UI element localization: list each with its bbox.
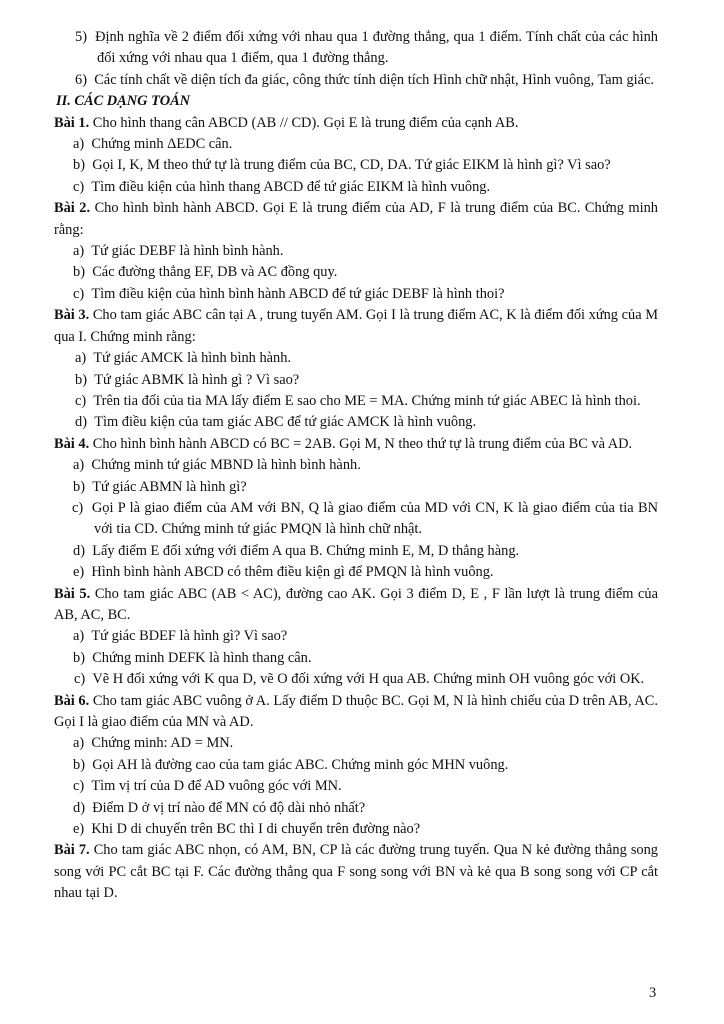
problem-item: c) Tìm điều kiện của hình bình hành ABCD để tứ giác DEBF là hình thoi? <box>73 285 505 302</box>
section-heading: II. CÁC DẠNG TOÁN <box>56 93 191 110</box>
problem-statement: Bài 2. Cho hình bình hành ABCD. Gọi E là trung điểm của AD, F là trung điểm của BC. Chứng minh rằng: <box>54 200 658 238</box>
page-number: 3 <box>649 985 657 1001</box>
problem-statement: Bài 4. Cho hình bình hành ABCD có BC = 2AB. Gọi M, N theo thứ tự là trung điểm của BC và AD. <box>54 435 633 452</box>
problem-item: c) Tìm điều kiện của hình thang ABCD để tứ giác EIKM là hình vuông. <box>73 178 491 195</box>
problem-item: a) Tứ giác AMCK là hình bình hành. <box>75 350 292 367</box>
intro-item: 6) Các tính chất về diện tích đa giác, công thức tính diện tích Hình chữ nhật, Hình vuông, Tam giác. <box>75 71 655 88</box>
problem-title: Bài 4. <box>54 435 90 452</box>
problem-title: Bài 2. <box>54 200 91 217</box>
document-page <box>54 27 658 905</box>
problem-item: a) Chứng minh tứ giác MBND là hình bình hành. <box>73 457 361 474</box>
problem-item: c) Gọi P là giao điểm của AM với BN, Q là giao điểm của MD với CN, K là giao điểm của tia BN với tia CD. Chứng minh tứ giác PMQN là hình chữ nhật. <box>72 499 658 538</box>
problem-item: c) Vẽ H đối xứng với K qua D, vẽ O đối xứng với H qua AB. Chứng minh OH vuông góc với OK. <box>74 671 645 688</box>
problem-item: a) Tứ giác BDEF là hình gì? Vì sao? <box>73 628 288 645</box>
problem-item: a) Chứng minh: AD = MN. <box>73 735 234 752</box>
problem-item: b) Gọi I, K, M theo thứ tự là trung điểm của BC, CD, DA. Tứ giác EIKM là hình gì? Vì sao? <box>73 157 611 174</box>
problem-item: b) Gọi AH là đường cao của tam giác ABC. Chứng minh góc MHN vuông. <box>73 756 509 773</box>
problem-item: b) Các đường thẳng EF, DB và AC đồng quy. <box>73 264 338 281</box>
problem-title: Bài 7. <box>54 842 90 859</box>
problem-item: a) Tứ giác DEBF là hình bình hành. <box>73 243 284 260</box>
problem-item: a) Chứng minh ΔEDC cân. <box>73 136 233 153</box>
problem-title: Bài 6. <box>54 692 90 709</box>
problem-item: b) Chứng minh DEFK là hình thang cân. <box>73 649 312 666</box>
problem-item: d) Lấy điểm E đối xứng với điểm A qua B. Chứng minh E, M, D thẳng hàng. <box>73 542 520 559</box>
problem-item: c) Tìm vị trí của D để AD vuông góc với MN. <box>73 778 342 795</box>
problem-title: Bài 5. <box>54 585 91 602</box>
intro-item: 5) Định nghĩa về 2 điểm đối xứng với nhau qua 1 đường thẳng, qua 1 điểm. Tính chất của các hình đối xứng với nhau qua 1 điểm, qua 1 đường thẳng. <box>75 29 658 67</box>
problem-title: Bài 1. <box>54 114 90 131</box>
problem-statement: Bài 7. Cho tam giác ABC nhọn, có AM, BN, CP là các đường trung tuyến. Qua N kẻ đường thẳng song song với PC cắt BC tại F. Các đường thẳng qua F song song với BN và kẻ qua B song song với CP cắt nhau tại D. <box>54 842 658 902</box>
problem-item: e) Hình bình hành ABCD có thêm điều kiện gì để PMQN là hình vuông. <box>73 564 494 581</box>
problem-title: Bài 3. <box>54 307 90 324</box>
problem-statement: Bài 3. Cho tam giác ABC cân tại A , trung tuyến AM. Gọi I là trung điểm AC, K là điểm đối xứng của M qua I. Chứng minh rằng: <box>54 307 658 345</box>
problem-item: c) Trên tia đối của tia MA lấy điểm E sao cho ME = MA. Chứng minh tứ giác ABEC là hình thoi. <box>75 392 641 409</box>
problem-statement: Bài 5. Cho tam giác ABC (AB < AC), đường cao AK. Gọi 3 điểm D, E , F lần lượt là trung điểm của AB, AC, BC. <box>54 585 658 623</box>
problem-statement: Bài 6. Cho tam giác ABC vuông ở A. Lấy điểm D thuộc BC. Gọi M, N là hình chiếu của D trên AB, AC. Gọi I là giao điểm của MN và AD. <box>54 692 658 730</box>
problem-item: d) Điểm D ở vị trí nào để MN có độ dài nhỏ nhất? <box>73 799 366 816</box>
problem-item: d) Tìm điều kiện của tam giác ABC để tứ giác AMCK là hình vuông. <box>75 414 477 431</box>
problem-item: b) Tứ giác ABMN là hình gì? <box>73 478 247 495</box>
problem-item: e) Khi D di chuyển trên BC thì I di chuyển trên đường nào? <box>73 821 421 838</box>
problem-item: b) Tứ giác ABMK là hình gì ? Vì sao? <box>75 371 300 388</box>
problem-statement: Bài 1. Cho hình thang cân ABCD (AB // CD). Gọi E là trung điểm của cạnh AB. <box>54 114 519 131</box>
